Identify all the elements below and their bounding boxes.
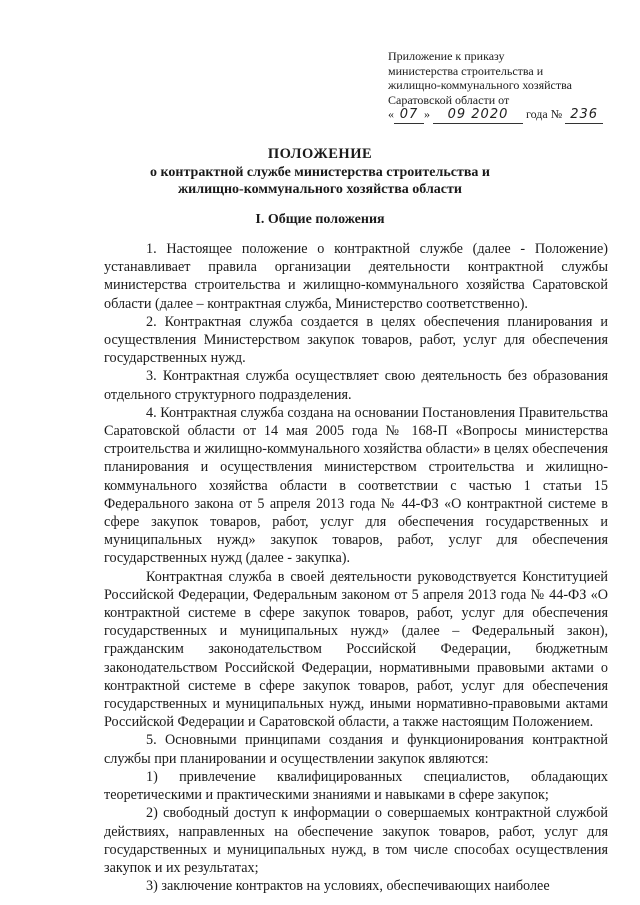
order-date-row xyxy=(388,107,628,124)
appendix-line: Саратовской области от xyxy=(388,92,510,107)
order-number: 236 xyxy=(570,107,599,122)
document-body xyxy=(104,240,608,895)
document-subtitle: о контрактной службе министерства строительства и жилищно-коммунального хозяйства области xyxy=(150,165,490,197)
order-day-field xyxy=(394,107,424,124)
document-title: ПОЛОЖЕНИЕ xyxy=(267,146,373,162)
order-number-field xyxy=(565,107,603,124)
quote-open: « xyxy=(388,107,394,121)
section-heading: I. Общие положения xyxy=(255,212,385,227)
appendix-line: министерства строительства и xyxy=(388,63,544,78)
paragraph-1: 1. Настоящее положение о контрактной службе (далее - Положение) устанавливает правила организации деятельности контрактной службы министерства строительства и жилищно-коммунального хозяйства Саратовской области (далее – контрактная служба, Министерство соответственно). xyxy=(104,241,608,312)
appendix-header xyxy=(388,49,628,124)
paragraph-5: 5. Основными принципами создания и функционирования контрактной службы при планировании и осуществлении закупок являются: xyxy=(104,732,608,767)
quote-close: » xyxy=(424,107,430,121)
principle-3: 3) заключение контрактов на условиях, обеспечивающих наиболее xyxy=(146,878,550,895)
appendix-line: жилищно-коммунального хозяйства xyxy=(388,78,572,92)
order-month-year-field xyxy=(433,107,523,124)
order-day: 07 xyxy=(399,107,419,122)
principle-1: 1) привлечение квалифицированных специалистов, обладающих теоретическими и практическими знаниями и навыками в сфере закупок; xyxy=(104,768,608,804)
paragraph-4: 4. Контрактная служба создана на основании Постановления Правительства Саратовской области от 14 мая 2005 года № 168-П «Вопросы министерства строительства и жилищно-коммунального хозяйства области» в целях обеспечения планирования и осуществления министерством строительства и жилищно-коммунального хозяйства области в соответствии с частью 1 статьи 15 Федерального закона от 5 апреля 2013 года № 44-ФЗ «О контрактной системе в сфере закупок товаров, работ, услуг для обеспечения государственных и муниципальных нужд» закупок товаров, работ, услуг для обеспечения государственных нужд (далее - закупка). xyxy=(104,404,608,567)
appendix-line: Приложение к приказу xyxy=(388,49,505,63)
order-month-year: 09 2020 xyxy=(447,107,509,122)
paragraph-legal-basis: Контрактная служба в своей деятельности руководствуется Конституцией Российской Федерации, Федеральным законом от 5 апреля 2013 года № 44-ФЗ «О контрактной системе в сфере закупок товаров, работ, услуг для обеспечения государственных и муниципальных нужд» (далее – Федеральный закон), гражданским законодательством Российской Федерации, бюджетным законодательством Российской Федерации, нормативными правовыми актами о контрактной системе в сфере закупок товаров, работ, услуг для обеспечения государственных и муниципальных нужд, иными нормативно-правовыми актами Российской Федерации и Саратовской области, а также настоящим Положением. xyxy=(104,568,608,731)
paragraph-2: 2. Контрактная служба создается в целях обеспечения планирования и осуществления Министерством закупок товаров, работ, услуг для обеспечения государственных нужд. xyxy=(104,313,608,367)
paragraph-3: 3. Контрактная служба осуществляет свою деятельность без образования отдельного структурного подразделения. xyxy=(104,368,608,403)
principle-2: 2) свободный доступ к информации о совершаемых контрактной службой действиях, направленных на обеспечение закупок товаров, работ, услуг для государственных и муниципальных нужд, в том числе способах осуществления закупок и их результатах; xyxy=(104,805,608,876)
year-number-label: года № xyxy=(526,107,563,121)
